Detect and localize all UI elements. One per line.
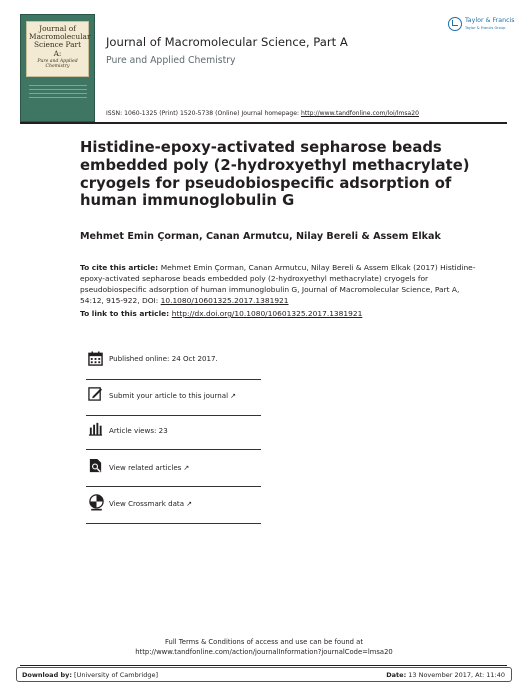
article-title: Histidine-epoxy-activated sepharose beads embedded poly (2-hydroxyethyl methacrylate) cryogels for pseudobiospecific adsorption of human immunoglobulin G xyxy=(80,139,470,210)
divider xyxy=(86,523,261,524)
submit-article-row[interactable] xyxy=(86,386,261,414)
crossmark-link[interactable]: View Crossmark data ↗ xyxy=(109,499,192,508)
issn-line xyxy=(106,110,419,117)
article-link-line xyxy=(80,309,362,318)
terms-link[interactable]: http://www.tandfonline.com/action/journalInformation?journalCode=lmsa20 xyxy=(135,648,393,656)
download-date: Date: 13 November 2017, At: 11:40 xyxy=(386,671,505,679)
issn-text: ISSN: 1060-1325 (Print) 1520-5738 (Online) Journal homepage: xyxy=(106,110,301,117)
article-doi-link[interactable]: http://dx.doi.org/10.1080/10601325.2017.1381921 xyxy=(171,309,363,318)
external-link-icon: ↗ xyxy=(230,392,236,400)
terms-footer xyxy=(0,637,528,657)
journal-subtitle: Pure and Applied Chemistry xyxy=(106,55,236,66)
terms-text: Full Terms & Conditions of access and use can be found at xyxy=(165,638,363,646)
article-authors: Mehmet Emin Çorman, Canan Armutcu, Nilay Bereli & Assem Elkak xyxy=(80,231,441,242)
article-views-row xyxy=(86,421,261,449)
journal-cover-image xyxy=(20,14,95,122)
divider xyxy=(86,486,261,487)
external-link-icon: ↗ xyxy=(183,464,190,472)
publisher-name: Taylor & Francis xyxy=(465,17,515,24)
published-online-text: Published online: 24 Oct 2017. xyxy=(109,354,218,363)
publisher-tagline: Taylor & Francis Group xyxy=(465,26,506,30)
pencil-edit-icon xyxy=(88,386,103,401)
cover-title: Journal of Macromolecular Science Part A: xyxy=(29,24,91,58)
citation-text: Mehmet Emin Çorman, Canan Armutcu, Nilay Bereli & Assem Elkak (2017) Histidine-epoxy-activated sepharose beads embedded poly (2-hydroxyethyl methacrylate) cryogels for pseudobiospecific adsorption of human immunoglobulin G, Journal of Macromolecular Science, Part A, 54:12, 915-922, DOI: xyxy=(80,263,476,305)
download-info-bar xyxy=(16,667,512,682)
article-views-text: Article views: 23 xyxy=(109,426,168,435)
download-by: Download by: [University of Cambridge] xyxy=(22,671,159,679)
citation-doi-link[interactable]: 10.1080/10601325.2017.1381921 xyxy=(160,295,289,305)
published-online-row xyxy=(86,349,261,377)
journal-title: Journal of Macromolecular Science, Part A xyxy=(106,35,348,49)
cover-subtitle: Pure and Applied Chemistry xyxy=(37,58,78,69)
document-search-icon xyxy=(88,458,103,473)
header-rule xyxy=(20,122,507,124)
crossmark-icon xyxy=(88,494,105,511)
submit-article-link[interactable]: Submit your article to this journal ↗ xyxy=(109,391,236,400)
cover-title-panel xyxy=(26,21,89,77)
related-articles-link[interactable]: View related articles ↗ xyxy=(109,463,190,472)
crossmark-row[interactable] xyxy=(86,494,261,522)
divider xyxy=(86,379,261,380)
divider xyxy=(86,449,261,450)
publisher-logo[interactable] xyxy=(448,15,514,35)
bar-chart-icon xyxy=(88,421,103,436)
article-link-label: To link to this article: xyxy=(80,309,172,318)
cover-decoration xyxy=(29,85,87,101)
journal-homepage-link[interactable]: http://www.tandfonline.com/loi/lmsa20 xyxy=(300,110,420,117)
footer-rule xyxy=(20,665,507,666)
citation-block xyxy=(80,263,480,307)
publisher-logo-icon xyxy=(448,17,462,31)
calendar-icon xyxy=(88,351,103,366)
divider xyxy=(86,415,261,416)
external-link-icon: ↗ xyxy=(186,500,192,508)
citation-label: To cite this article: xyxy=(80,263,161,272)
related-articles-row[interactable] xyxy=(86,458,261,486)
